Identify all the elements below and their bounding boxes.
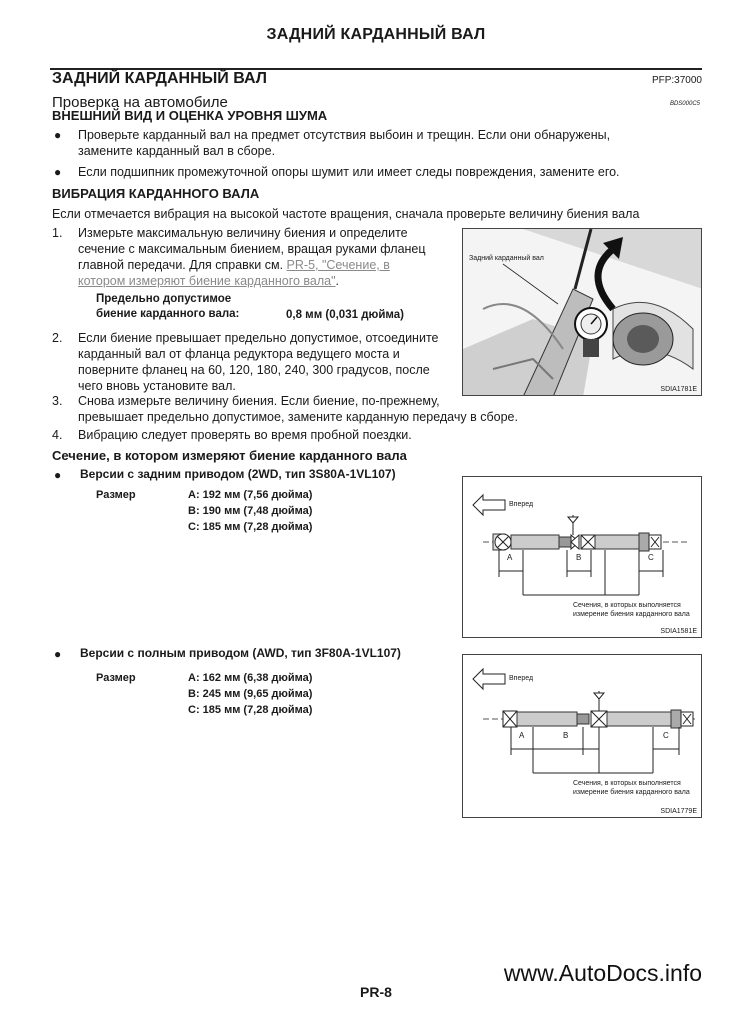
page-number: PR-8 [360, 984, 392, 1000]
bullet-icon: ● [54, 647, 62, 661]
dim-label-a: A [519, 731, 525, 740]
vibration-intro: Если отмечается вибрация на высокой частоте вращения, сначала проверьте величину биения вала [52, 207, 640, 221]
dim-label-c: C [663, 731, 669, 740]
v2wd-dim-b: B: 190 мм (7,48 дюйма) [188, 505, 313, 517]
bullet-icon: ● [54, 128, 62, 142]
section-title: ЗАДНИЙ КАРДАННЫЙ ВАЛ [52, 70, 267, 87]
figure-caption: Сечения, в которых выполняется измерение биения карданного вала [573, 780, 690, 796]
step-1-number: 1. [52, 226, 63, 240]
step-4-text: Вибрацию следует проверять во время пробной поездки. [78, 428, 412, 442]
figure-caption: Сечения, в которых выполняется измерение биения карданного вала [573, 602, 690, 618]
step-3-number: 3. [52, 394, 63, 408]
step-2-line-2: карданный вал от фланца редуктора ведущего моста и [78, 347, 400, 361]
step-3-text [78, 393, 518, 425]
v2wd-dim-c: C: 185 мм (7,28 дюйма) [188, 521, 313, 533]
bullet-1-line-2: замените карданный вал в сборе. [78, 144, 276, 158]
step-2-text [78, 330, 458, 394]
figure-code: SDIA1581E [660, 628, 697, 635]
step-2-line-1: Если биение превышает предельно допустимое, отсоедините [78, 331, 439, 345]
step-1-line-2: сечение с максимальным биением, вращая руками фланец [78, 242, 426, 256]
bullet-1-line-1: Проверьте карданный вал на предмет отсутствия выбоин и трещин. Если они обнаружены, [78, 128, 611, 142]
step-1-line-4: котором измеряют биение карданного вала". [78, 274, 340, 288]
step-2-line-4: чего вновь установите вал. [78, 379, 236, 393]
dim-label-b: B [563, 731, 569, 740]
ref-link-pr5[interactable]: PR-5, "Сечение, в [286, 258, 390, 272]
step-1-line-1: Измерьте максимальную величину биения и определите [78, 226, 408, 240]
step-2-line-3: поверните фланец на 60, 120, 180, 240, 300 градусов, после [78, 363, 430, 377]
v2wd-shaft-figure [462, 476, 702, 638]
dim-label-a: A [507, 553, 513, 562]
runout-measurement-figure [462, 228, 702, 396]
v2wd-dims [188, 487, 312, 535]
figure-code: SDIA1779E [660, 808, 697, 815]
step-4-number: 4. [52, 428, 63, 442]
sections-title: Сечение, в котором измеряют биение карданного вала [52, 448, 407, 463]
vawd-dim-a: A: 162 мм (6,38 дюйма) [188, 672, 313, 684]
limit-value: 0,8 мм (0,031 дюйма) [286, 309, 404, 321]
step-2-number: 2. [52, 331, 63, 345]
vawd-dims [188, 670, 312, 718]
onvehicle-title: Проверка на автомобиле [52, 94, 228, 111]
limit-label [96, 292, 239, 322]
watermark: www.AutoDocs.info [503, 960, 702, 986]
vawd-title: Версии с полным приводом (AWD, тип 3F80A-1VL107) [80, 646, 401, 660]
vibration-title: ВИБРАЦИЯ КАРДАННОГО ВАЛА [52, 186, 260, 201]
step-1-line-3: главной передачи. Для справки см. PR-5, "Сечение, в [78, 258, 390, 272]
page-header-title: ЗАДНИЙ КАРДАННЫЙ ВАЛ [266, 26, 486, 43]
dim-label-c: C [648, 553, 654, 562]
pfp-code: PFP:37000 [651, 75, 702, 86]
bullet-icon: ● [54, 468, 62, 482]
ref-link-pr5-cont[interactable]: котором измеряют биение карданного вала" [78, 274, 336, 288]
vawd-size-label: Размер [96, 672, 136, 684]
bullet-text-1 [78, 127, 702, 159]
v2wd-title: Версии с задним приводом (2WD, тип 3S80A-1VL107) [80, 467, 396, 481]
vawd-shaft-figure [462, 654, 702, 818]
v2wd-size-label: Размер [96, 489, 136, 501]
step-3-line-2: превышает предельно допустимое, замените карданную передачу в сборе. [78, 410, 518, 424]
v2wd-dim-a: A: 192 мм (7,56 дюйма) [188, 489, 313, 501]
bullet-text-2: Если подшипник промежуточной опоры шумит или имеет следы повреждения, замените его. [78, 165, 620, 179]
figure-code: SDIA1781E [660, 386, 697, 393]
step-3-line-1: Снова измерьте величину биения. Если биение, по-прежнему, [78, 394, 440, 408]
onvehicle-code: BDS000C5 [669, 101, 700, 107]
vawd-dim-c: C: 185 мм (7,28 дюйма) [188, 704, 313, 716]
limit-label-line-1: Предельно допустимое [96, 293, 232, 305]
limit-label-line-2: биение карданного вала: [96, 308, 240, 320]
step-1-text [78, 225, 458, 289]
dim-label-b: B [576, 553, 582, 562]
figure-label: Задний карданный вал [469, 255, 544, 262]
noise-subtitle: ВНЕШНИЙ ВИД И ОЦЕНКА УРОВНЯ ШУМА [52, 108, 328, 123]
vawd-dim-b: B: 245 мм (9,65 дюйма) [188, 688, 313, 700]
forward-label: Вперед [509, 501, 534, 508]
forward-label: Вперед [509, 675, 534, 682]
bullet-icon: ● [54, 165, 62, 179]
